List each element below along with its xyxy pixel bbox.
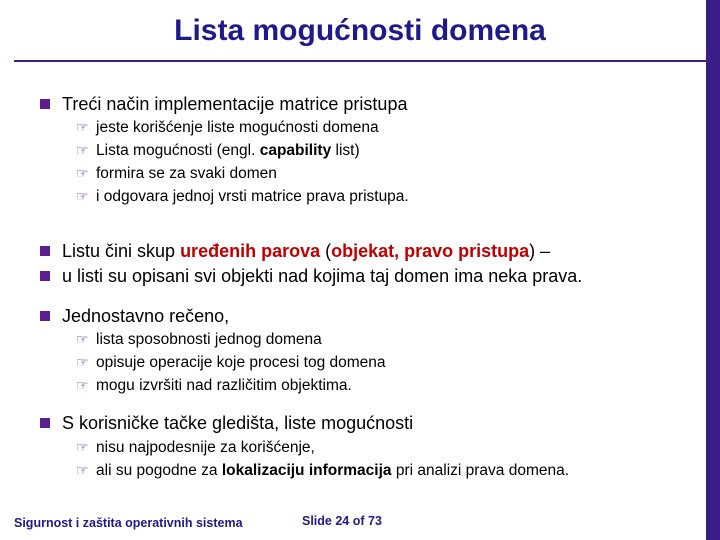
pointing-hand-icon: ☞ [76,354,89,370]
bullet-text: u listi su opisani svi objekti nad kojima taj domen ima neka prava. [62,266,583,286]
sub-bullet-text: i odgovara jednoj vrsti matrice prava pristupa. [96,188,409,205]
slide-title: Lista mogućnosti domena [174,14,546,47]
sub-bullet-text: lista sposobnosti jednog domena [96,331,322,348]
bullet-item [40,240,550,262]
bullet-text: Jednostavno rečeno, [62,306,230,326]
bullet-item [40,265,582,287]
pointing-hand-icon: ☞ [76,142,89,158]
bullet-item [40,412,413,434]
sub-bullet-item [76,186,409,207]
pointing-hand-icon: ☞ [76,188,89,204]
sub-bullet-text: jeste korišćenje liste mogućnosti domena [96,119,379,136]
sub-bullet-item [76,352,386,373]
sub-bullet-text: list) [331,142,360,159]
bullet-text: Treći način implementacije matrice pristupa [62,94,408,114]
bullet-text: S korisničke tačke gledišta, liste mogućnosti [62,413,414,433]
pointing-hand-icon: ☞ [76,462,89,478]
highlighted-term: uređenih parova [180,241,321,261]
pointing-hand-icon: ☞ [76,119,89,135]
right-accent-bar [706,0,720,540]
slide-number: Slide 24 of 73 [302,514,382,528]
square-bullet-icon [40,246,50,256]
bullet-item [40,305,229,327]
sub-bullet-text: Lista mogućnosti (engl. [96,142,260,159]
pointing-hand-icon: ☞ [76,331,89,347]
bold-term: informacija [308,462,392,479]
sub-bullet-item [76,460,569,481]
square-bullet-icon [40,418,50,428]
pointing-hand-icon: ☞ [76,165,89,181]
sub-bullet-item [76,117,379,138]
sub-bullet-text: nisu najpodesnije za korišćenje, [96,439,315,456]
sub-bullet-text: pri analizi prava domena. [391,462,570,479]
bullet-text: Listu čini skup [62,241,181,261]
highlighted-term: objekat, pravo pristupa [331,241,530,261]
sub-bullet-item [76,163,277,184]
sub-bullet-item [76,375,352,396]
pointing-hand-icon: ☞ [76,439,89,455]
sub-bullet-text: opisuje operacije koje procesi tog domena [96,354,386,371]
sub-bullet-text: ali su pogodne za [96,462,222,479]
footer-course-title: Sigurnost i zaštita operativnih sistema [14,516,243,530]
sub-bullet-item [76,437,315,458]
square-bullet-icon [40,311,50,321]
sub-bullet-text: formira se za svaki domen [96,165,277,182]
pointing-hand-icon: ☞ [76,377,89,393]
bullet-text: ( [320,241,332,261]
sub-bullet-text: mogu izvršiti nad različitim objektima. [96,377,352,394]
sub-bullet-item [76,140,360,161]
bullet-item [40,93,407,115]
sub-bullet-item [76,329,322,350]
bullet-text: ) – [529,241,551,261]
square-bullet-icon [40,271,50,281]
bold-term: lokalizaciju [221,462,305,479]
bold-term: capability [259,142,332,159]
square-bullet-icon [40,99,50,109]
